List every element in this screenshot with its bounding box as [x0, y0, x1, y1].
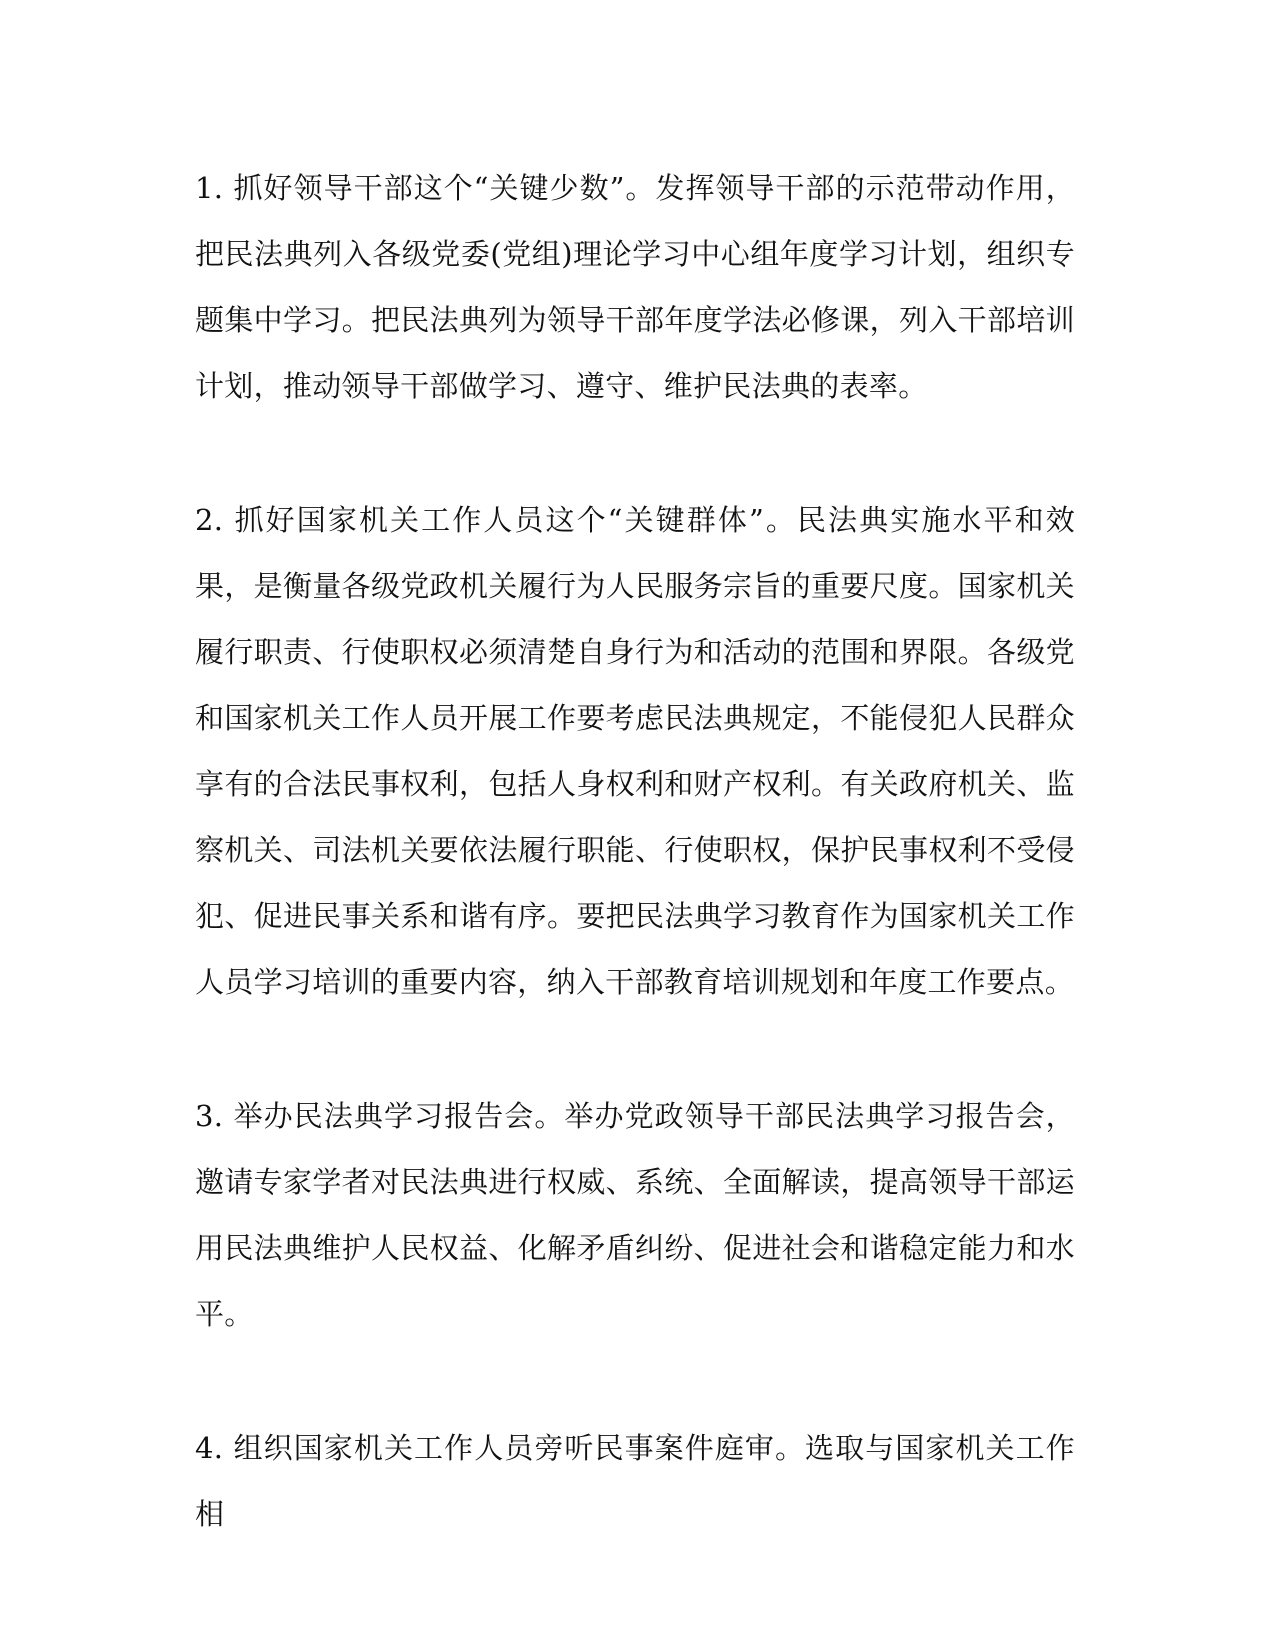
paragraph-4: 4. 组织国家机关工作人员旁听民事案件庭审。选取与国家机关工作相: [195, 1431, 1075, 1531]
paragraph-2: 2. 抓好国家机关工作人员这个“关键群体”。民法典实施水平和效果，是衡量各级党政机关履行为人民服务宗旨的重要尺度。国家机关履行职责、行使职权必须清楚自身行为和活动的范围和界限。各级党和国家机关工作人员开展工作要考虑民法典规定，不能侵犯人民群众享有的合法民事权利，包括人身权利和财产权利。有关政府机关、监察机关、司法机关要依法履行职能、行使职权，保护民事权利不受侵犯、促进民事关系和谐有序。要把民法典学习教育作为国家机关工作人员学习培训的重要内容，纳入干部教育培训规划和年度工作要点。: [195, 503, 1075, 999]
document-body: [195, 155, 1075, 1615]
paragraph-3: 3. 举办民法典学习报告会。举办党政领导干部民法典学习报告会，邀请专家学者对民法典进行权威、系统、全面解读，提高领导干部运用民法典维护人民权益、化解矛盾纠纷、促进社会和谐稳定能力和水平。: [195, 1099, 1075, 1331]
paragraph-1: 1. 抓好领导干部这个“关键少数”。发挥领导干部的示范带动作用，把民法典列入各级党委(党组)理论学习中心组年度学习计划，组织专题集中学习。把民法典列为领导干部年度学法必修课，列入干部培训计划，推动领导干部做学习、遵守、维护民法典的表率。: [195, 171, 1075, 403]
